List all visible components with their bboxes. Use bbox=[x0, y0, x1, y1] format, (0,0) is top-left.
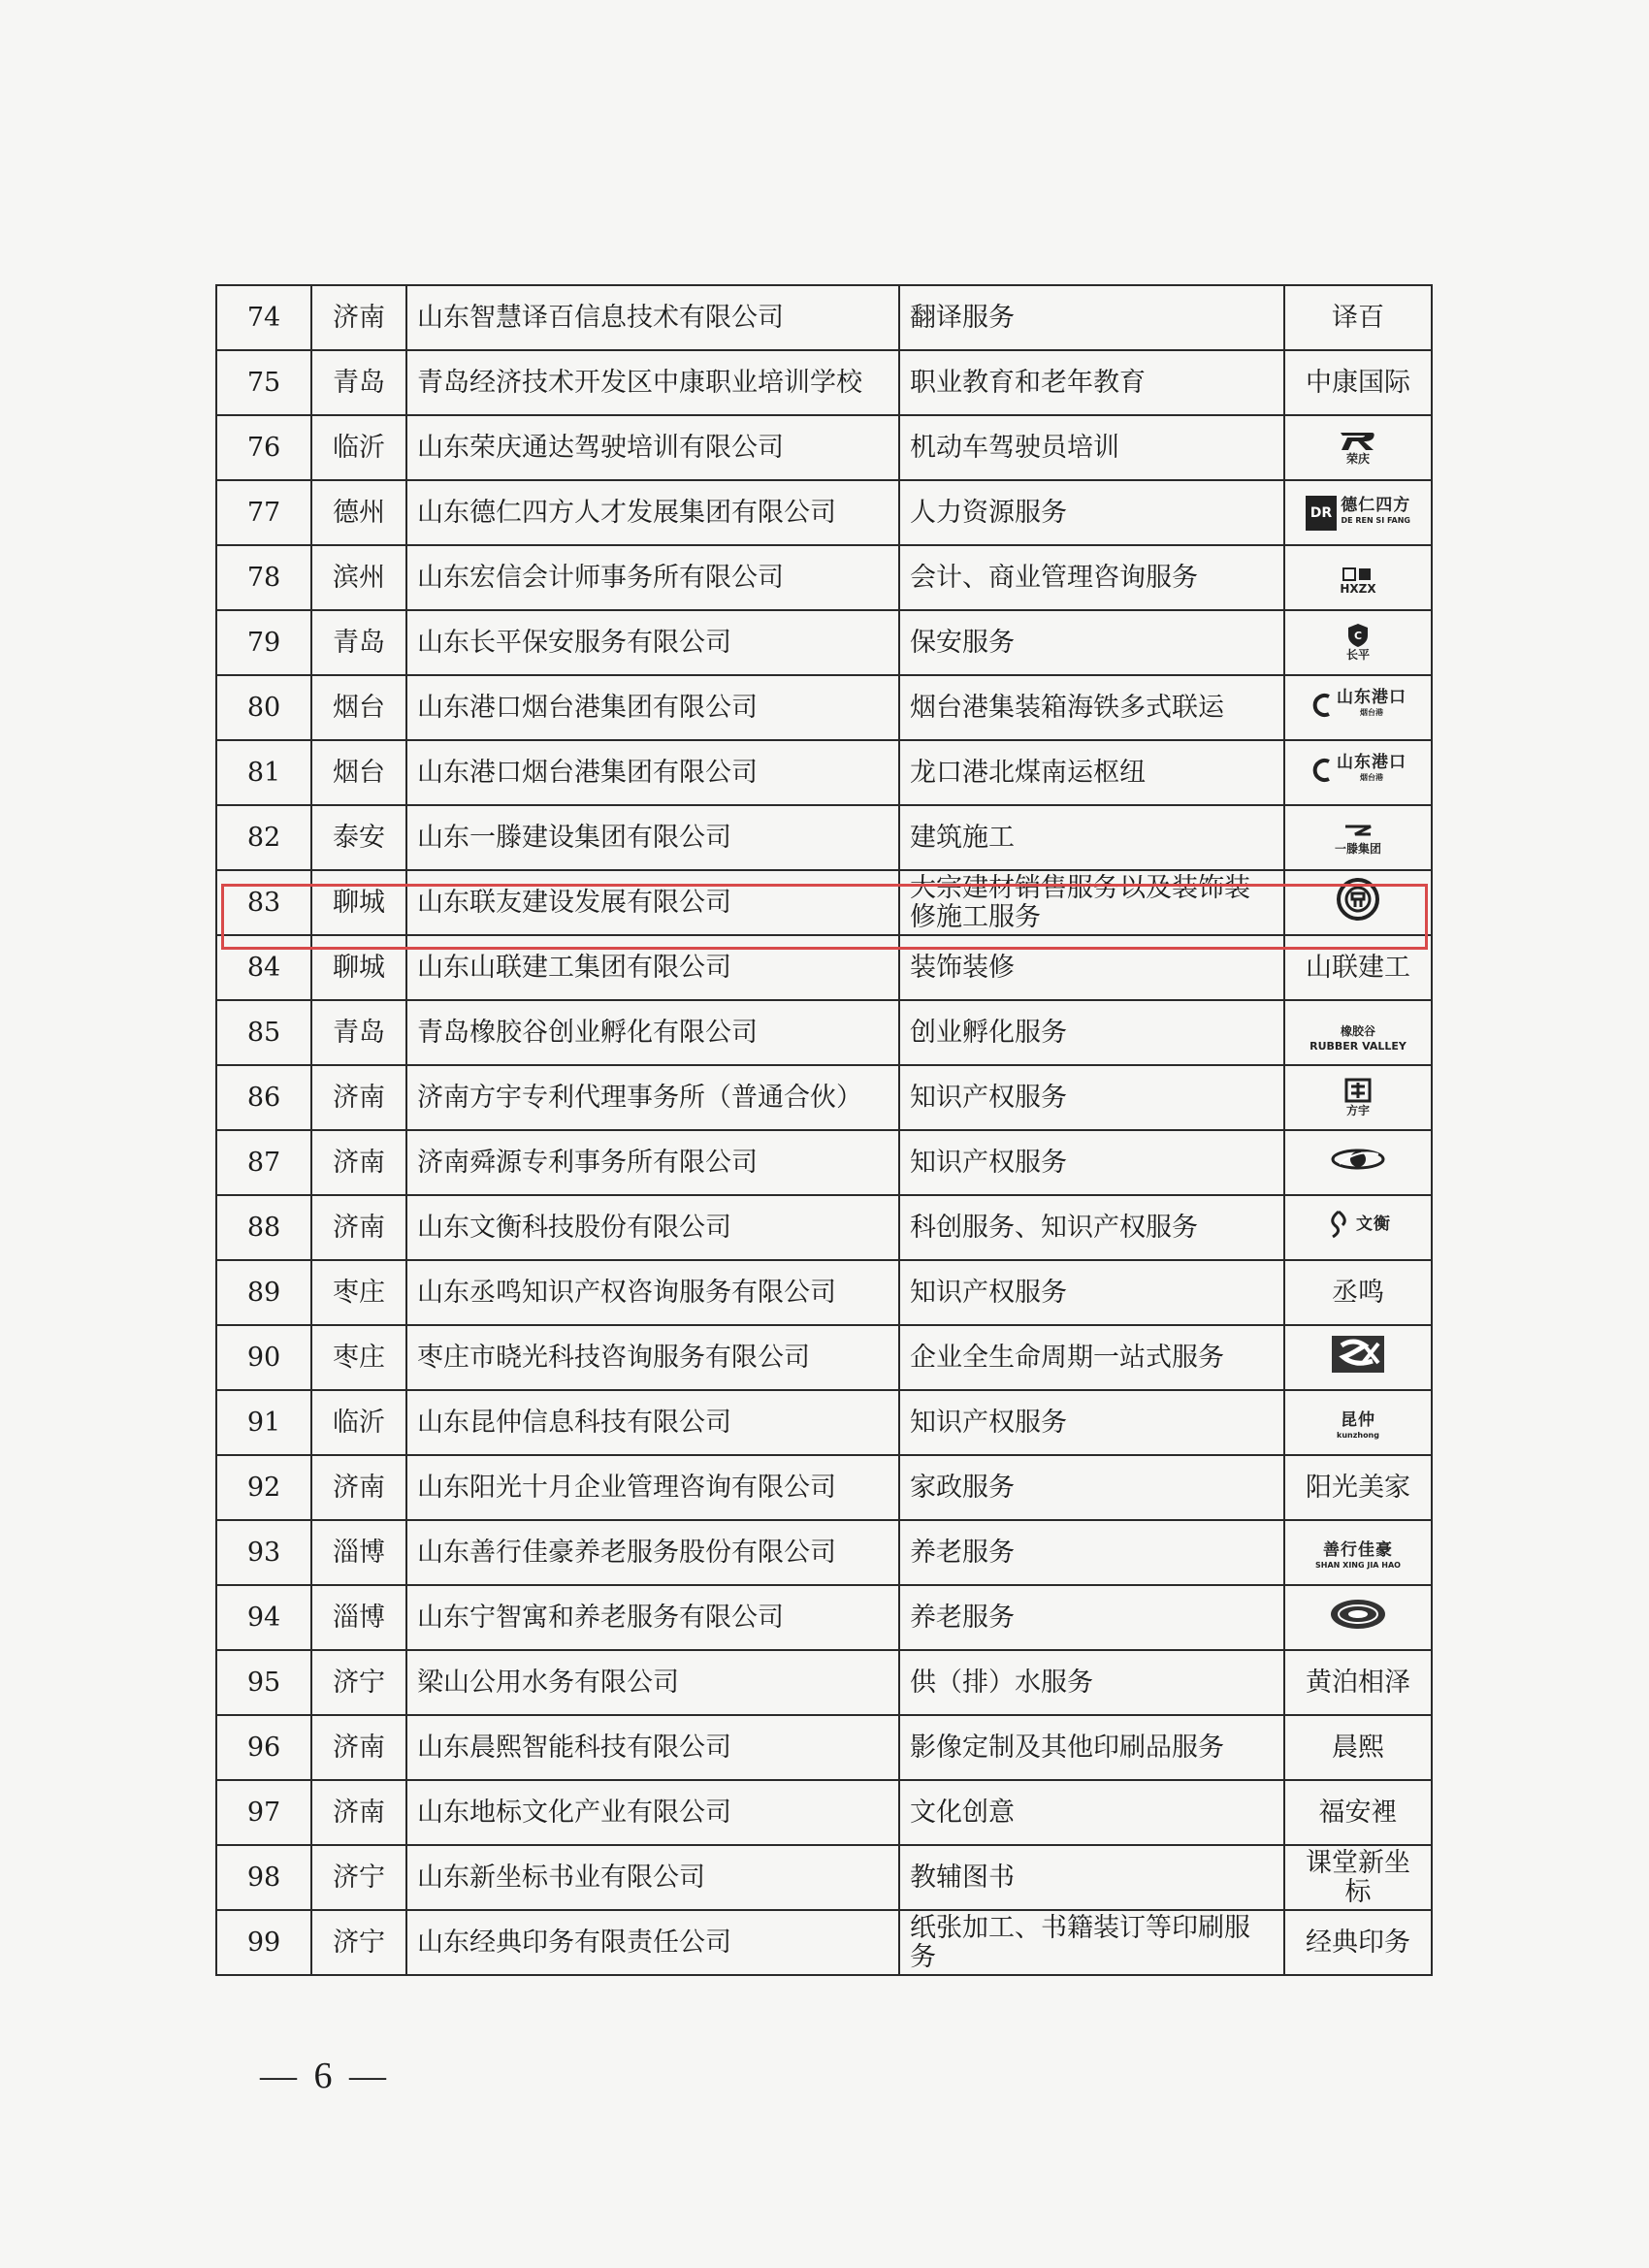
row-number: 91 bbox=[216, 1390, 311, 1455]
brand-cell bbox=[1284, 1455, 1432, 1520]
company-name-cell: 青岛经济技术开发区中康职业培训学校 bbox=[406, 350, 899, 415]
service-cell: 翻译服务 bbox=[899, 285, 1284, 350]
company-name-cell: 山东山联建工集团有限公司 bbox=[406, 935, 899, 1000]
company-name-cell: 梁山公用水务有限公司 bbox=[406, 1650, 899, 1715]
row-number: 85 bbox=[216, 1000, 311, 1065]
city-cell: 济南 bbox=[311, 1195, 406, 1260]
logo-text: 德仁四方 bbox=[1341, 496, 1411, 515]
city-cell: 青岛 bbox=[311, 350, 406, 415]
brand-cell bbox=[1284, 415, 1432, 480]
service-cell: 大宗建材销售服务以及装饰装修施工服务 bbox=[899, 870, 1284, 935]
row-number: 80 bbox=[216, 675, 311, 740]
logo-subtext: 烟台港 bbox=[1360, 773, 1383, 782]
table-body bbox=[216, 285, 1432, 1975]
service-cell: 创业孵化服务 bbox=[899, 1000, 1284, 1065]
brand-cell bbox=[1284, 935, 1432, 1000]
row-number: 93 bbox=[216, 1520, 311, 1585]
city-cell: 烟台 bbox=[311, 675, 406, 740]
service-cell: 烟台港集装箱海铁多式联运 bbox=[899, 675, 1284, 740]
service-cell: 知识产权服务 bbox=[899, 1260, 1284, 1325]
city-cell: 聊城 bbox=[311, 935, 406, 1000]
table-row bbox=[216, 870, 1432, 935]
table-row bbox=[216, 1910, 1432, 1975]
service-cell: 知识产权服务 bbox=[899, 1130, 1284, 1195]
table-row bbox=[216, 1715, 1432, 1780]
row-number: 76 bbox=[216, 415, 311, 480]
brand-cell bbox=[1284, 1325, 1432, 1390]
row-number: 96 bbox=[216, 1715, 311, 1780]
company-name-cell: 山东丞鸣知识产权咨询服务有限公司 bbox=[406, 1260, 899, 1325]
logo-text: 善行佳豪 bbox=[1323, 1540, 1393, 1560]
logo-text: 山东港口 bbox=[1337, 688, 1406, 707]
row-number: 98 bbox=[216, 1845, 311, 1910]
brand-cell bbox=[1284, 1650, 1432, 1715]
brand-name: 阳光美家 bbox=[1306, 1472, 1410, 1503]
table-row bbox=[216, 545, 1432, 610]
logo-text: 橡胶谷 bbox=[1340, 1023, 1375, 1038]
changping-logo bbox=[1346, 623, 1370, 663]
page-number: — 6 — bbox=[260, 2056, 390, 2096]
company-name-cell: 山东荣庆通达驾驶培训有限公司 bbox=[406, 415, 899, 480]
city-cell: 济宁 bbox=[311, 1845, 406, 1910]
brand-cell bbox=[1284, 1715, 1432, 1780]
company-name-cell: 济南舜源专利事务所有限公司 bbox=[406, 1130, 899, 1195]
service-cell: 教辅图书 bbox=[899, 1845, 1284, 1910]
brand-name: 山联建工 bbox=[1306, 952, 1410, 983]
city-cell: 济南 bbox=[311, 285, 406, 350]
company-name-cell: 山东港口烟台港集团有限公司 bbox=[406, 675, 899, 740]
row-number: 92 bbox=[216, 1455, 311, 1520]
brand-cell bbox=[1284, 1520, 1432, 1585]
logo-text: 一滕集团 bbox=[1334, 841, 1381, 856]
company-name-cell: 山东港口烟台港集团有限公司 bbox=[406, 740, 899, 805]
city-cell: 济宁 bbox=[311, 1910, 406, 1975]
company-name-cell: 山东智慧译百信息技术有限公司 bbox=[406, 285, 899, 350]
logo-subtext: kunzhong bbox=[1337, 1431, 1379, 1440]
table-row bbox=[216, 1195, 1432, 1260]
service-cell: 文化创意 bbox=[899, 1780, 1284, 1845]
row-number: 90 bbox=[216, 1325, 311, 1390]
service-cell: 知识产权服务 bbox=[899, 1065, 1284, 1130]
company-name-cell: 山东昆仲信息科技有限公司 bbox=[406, 1390, 899, 1455]
table-row bbox=[216, 1780, 1432, 1845]
brand-cell bbox=[1284, 1585, 1432, 1650]
row-number: 82 bbox=[216, 805, 311, 870]
brand-name: 中康国际 bbox=[1306, 367, 1410, 398]
brand-name: 福安裡 bbox=[1318, 1797, 1398, 1828]
brand-cell bbox=[1284, 545, 1432, 610]
service-cell: 会计、商业管理咨询服务 bbox=[899, 545, 1284, 610]
table-row bbox=[216, 935, 1432, 1000]
row-number: 78 bbox=[216, 545, 311, 610]
city-cell: 枣庄 bbox=[311, 1325, 406, 1390]
logo-text: 荣庆 bbox=[1345, 452, 1370, 466]
brand-cell bbox=[1284, 285, 1432, 350]
brand-cell bbox=[1284, 480, 1432, 545]
city-cell: 济南 bbox=[311, 1065, 406, 1130]
table-row bbox=[216, 805, 1432, 870]
company-name-cell: 枣庄市晓光科技咨询服务有限公司 bbox=[406, 1325, 899, 1390]
company-name-cell: 山东阳光十月企业管理咨询有限公司 bbox=[406, 1455, 899, 1520]
brand-cell bbox=[1284, 1000, 1432, 1065]
company-name-cell: 山东联友建设发展有限公司 bbox=[406, 870, 899, 935]
row-number: 86 bbox=[216, 1065, 311, 1130]
row-number: 84 bbox=[216, 935, 311, 1000]
row-number: 79 bbox=[216, 610, 311, 675]
logo-text: 方宇 bbox=[1345, 1104, 1370, 1118]
company-name-cell: 山东德仁四方人才发展集团有限公司 bbox=[406, 480, 899, 545]
service-cell: 家政服务 bbox=[899, 1455, 1284, 1520]
xiaoguang-logo bbox=[1330, 1334, 1386, 1375]
logo-subtext: SHAN XING JIA HAO bbox=[1315, 1561, 1401, 1570]
wenheng-logo bbox=[1325, 1210, 1391, 1239]
fangyu-logo bbox=[1343, 1077, 1373, 1118]
row-number: 97 bbox=[216, 1780, 311, 1845]
logo-text: 山东港口 bbox=[1337, 753, 1406, 772]
yiteng-logo bbox=[1335, 823, 1381, 857]
row-number: 83 bbox=[216, 870, 311, 935]
city-cell: 济南 bbox=[311, 1455, 406, 1520]
service-cell: 企业全生命周期一站式服务 bbox=[899, 1325, 1284, 1390]
logo-text: 昆仲 bbox=[1340, 1410, 1375, 1430]
service-cell: 科创服务、知识产权服务 bbox=[899, 1195, 1284, 1260]
company-name-cell: 济南方宇专利代理事务所（普通合伙） bbox=[406, 1065, 899, 1130]
brand-cell bbox=[1284, 870, 1432, 935]
city-cell: 聊城 bbox=[311, 870, 406, 935]
service-cell: 建筑施工 bbox=[899, 805, 1284, 870]
brand-name: 丞鸣 bbox=[1332, 1277, 1384, 1308]
table-row bbox=[216, 350, 1432, 415]
table-row bbox=[216, 480, 1432, 545]
table-row bbox=[216, 1065, 1432, 1130]
table-row bbox=[216, 675, 1432, 740]
brand-cell bbox=[1284, 1065, 1432, 1130]
company-name-cell: 山东晨熙智能科技有限公司 bbox=[406, 1715, 899, 1780]
company-name-cell: 山东长平保安服务有限公司 bbox=[406, 610, 899, 675]
logo-text: 长平 bbox=[1345, 648, 1370, 662]
city-cell: 临沂 bbox=[311, 415, 406, 480]
service-cell: 龙口港北煤南运枢纽 bbox=[899, 740, 1284, 805]
derensifang-logo: DR 德仁四方 DE REN SI FANG bbox=[1306, 496, 1410, 531]
city-cell: 济南 bbox=[311, 1130, 406, 1195]
row-number: 77 bbox=[216, 480, 311, 545]
table-row bbox=[216, 1845, 1432, 1910]
brand-cell bbox=[1284, 1910, 1432, 1975]
table-row bbox=[216, 1650, 1432, 1715]
company-name-cell: 山东善行佳豪养老服务股份有限公司 bbox=[406, 1520, 899, 1585]
row-number: 87 bbox=[216, 1130, 311, 1195]
service-cell: 装饰装修 bbox=[899, 935, 1284, 1000]
brand-cell bbox=[1284, 675, 1432, 740]
company-name-cell: 山东一滕建设集团有限公司 bbox=[406, 805, 899, 870]
table-row bbox=[216, 1260, 1432, 1325]
row-number: 95 bbox=[216, 1650, 311, 1715]
kunzhong-logo bbox=[1337, 1410, 1379, 1442]
brand-cell bbox=[1284, 1260, 1432, 1325]
table-row bbox=[216, 1585, 1432, 1650]
city-cell: 泰安 bbox=[311, 805, 406, 870]
service-cell: 供（排）水服务 bbox=[899, 1650, 1284, 1715]
service-cell: 养老服务 bbox=[899, 1585, 1284, 1650]
table-row bbox=[216, 610, 1432, 675]
table-row bbox=[216, 740, 1432, 805]
brand-cell bbox=[1284, 1845, 1432, 1910]
table-row bbox=[216, 1000, 1432, 1065]
city-cell: 烟台 bbox=[311, 740, 406, 805]
service-cell: 职业教育和老年教育 bbox=[899, 350, 1284, 415]
hxzx-logo bbox=[1340, 567, 1375, 597]
table-row bbox=[216, 1455, 1432, 1520]
row-number: 94 bbox=[216, 1585, 311, 1650]
city-cell: 淄博 bbox=[311, 1585, 406, 1650]
table-row bbox=[216, 1520, 1432, 1585]
company-name-cell: 山东宏信会计师事务所有限公司 bbox=[406, 545, 899, 610]
logo-text: 文衡 bbox=[1356, 1215, 1391, 1234]
brand-cell bbox=[1284, 350, 1432, 415]
brand-name: 译百 bbox=[1332, 302, 1384, 333]
city-cell: 德州 bbox=[311, 480, 406, 545]
row-number: 81 bbox=[216, 740, 311, 805]
row-number: 99 bbox=[216, 1910, 311, 1975]
company-name-cell: 山东地标文化产业有限公司 bbox=[406, 1780, 899, 1845]
brand-registry-table bbox=[215, 284, 1433, 1976]
logo-subtext: DE REN SI FANG bbox=[1341, 516, 1410, 525]
company-name-cell: 山东经典印务有限责任公司 bbox=[406, 1910, 899, 1975]
row-number: 89 bbox=[216, 1260, 311, 1325]
brand-name: 经典印务 bbox=[1306, 1927, 1410, 1958]
company-name-cell: 山东新坐标书业有限公司 bbox=[406, 1845, 899, 1910]
row-number: 75 bbox=[216, 350, 311, 415]
service-cell: 保安服务 bbox=[899, 610, 1284, 675]
city-cell: 青岛 bbox=[311, 610, 406, 675]
table-row bbox=[216, 415, 1432, 480]
city-cell: 青岛 bbox=[311, 1000, 406, 1065]
brand-name: 晨熙 bbox=[1332, 1732, 1384, 1763]
logo-subtext: RUBBER VALLEY bbox=[1310, 1039, 1406, 1053]
city-cell: 枣庄 bbox=[311, 1260, 406, 1325]
svg-text:C: C bbox=[1353, 630, 1363, 642]
service-cell: 纸张加工、书籍装订等印刷服务 bbox=[899, 1910, 1284, 1975]
ningzhi-logo bbox=[1329, 1598, 1387, 1631]
city-cell: 临沂 bbox=[311, 1390, 406, 1455]
brand-cell bbox=[1284, 805, 1432, 870]
brand-name: 课堂新坐标 bbox=[1306, 1847, 1410, 1907]
table-row bbox=[216, 285, 1432, 350]
logo-text: HXZX bbox=[1340, 581, 1376, 596]
rongqing-logo bbox=[1339, 429, 1377, 467]
brand-cell bbox=[1284, 1195, 1432, 1260]
city-cell: 济南 bbox=[311, 1780, 406, 1845]
city-cell: 淄博 bbox=[311, 1520, 406, 1585]
city-cell: 济宁 bbox=[311, 1650, 406, 1715]
service-cell: 机动车驾驶员培训 bbox=[899, 415, 1284, 480]
city-cell: 滨州 bbox=[311, 545, 406, 610]
brand-cell bbox=[1284, 1390, 1432, 1455]
row-number: 88 bbox=[216, 1195, 311, 1260]
row-number: 74 bbox=[216, 285, 311, 350]
table-row bbox=[216, 1325, 1432, 1390]
shandong-port-logo bbox=[1310, 753, 1406, 785]
brand-cell bbox=[1284, 1130, 1432, 1195]
brand-cell bbox=[1284, 610, 1432, 675]
service-cell: 人力资源服务 bbox=[899, 480, 1284, 545]
table-row bbox=[216, 1390, 1432, 1455]
company-name-cell: 青岛橡胶谷创业孵化有限公司 bbox=[406, 1000, 899, 1065]
company-name-cell: 山东宁智寓和养老服务有限公司 bbox=[406, 1585, 899, 1650]
table-row bbox=[216, 1130, 1432, 1195]
service-cell: 养老服务 bbox=[899, 1520, 1284, 1585]
logo-subtext: 烟台港 bbox=[1360, 708, 1383, 717]
company-name-cell: 山东文衡科技股份有限公司 bbox=[406, 1195, 899, 1260]
city-cell: 济南 bbox=[311, 1715, 406, 1780]
rubber-valley-logo bbox=[1310, 1024, 1406, 1053]
service-cell: 知识产权服务 bbox=[899, 1390, 1284, 1455]
lianyou-logo bbox=[1336, 877, 1380, 922]
brand-cell bbox=[1284, 740, 1432, 805]
brand-cell bbox=[1284, 1780, 1432, 1845]
shunyuan-logo bbox=[1330, 1145, 1386, 1174]
shandong-port-logo bbox=[1310, 688, 1406, 720]
brand-name: 黄泊相泽 bbox=[1306, 1667, 1410, 1698]
shanxing-logo bbox=[1315, 1540, 1401, 1572]
service-cell: 影像定制及其他印刷品服务 bbox=[899, 1715, 1284, 1780]
